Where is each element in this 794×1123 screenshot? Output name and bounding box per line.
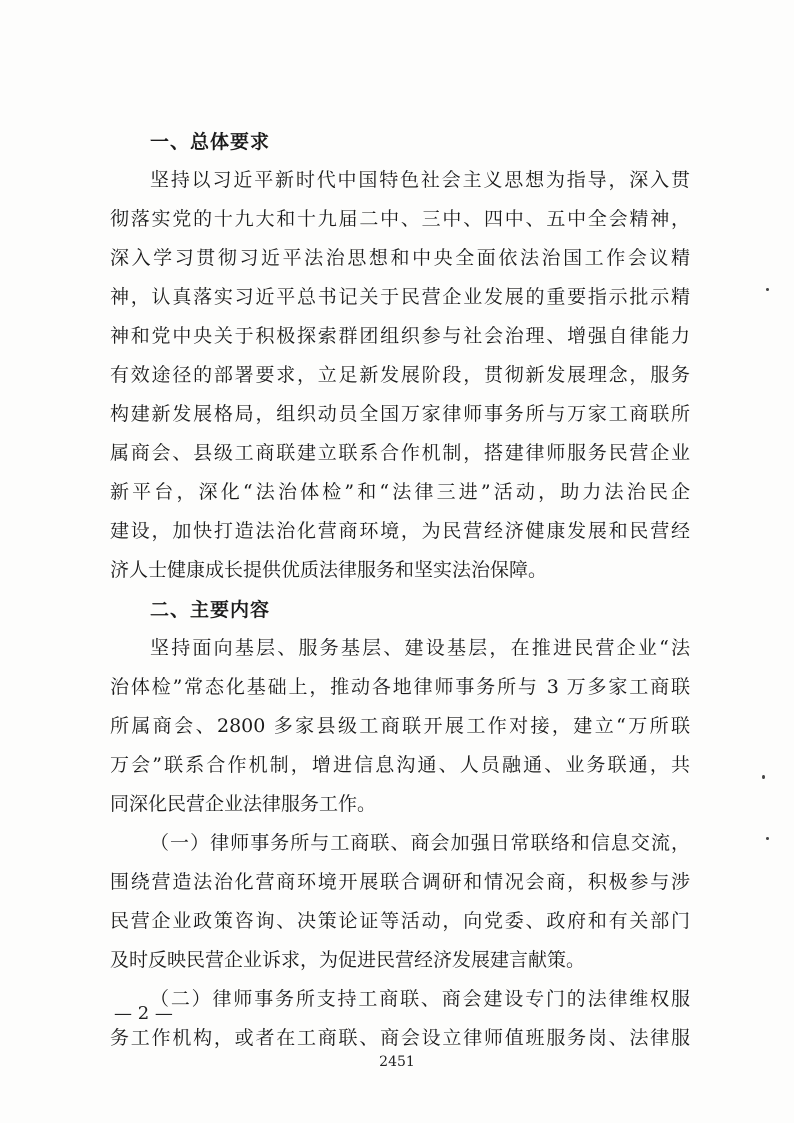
paragraph-line: 建设，加快打造法治化营商环境，为民营经济健康发展和民营经: [110, 520, 690, 542]
list-item-line: （一）律师事务所与工商联、商会加强日常联络和信息交流，: [150, 832, 690, 854]
scan-speck: [762, 775, 765, 779]
paragraph-line: 新平台，深化“法治体检”和“法律三进”活动，助力法治民企: [110, 481, 690, 503]
list-item-line: 及时反映民营企业诉求，为促进民营经济发展建言献策。: [110, 949, 586, 971]
paragraph-line: 治体检”常态化基础上，推动各地律师事务所与 3 万多家工商联: [110, 676, 690, 698]
list-item-line: 务工作机构，或者在工商联、商会设立律师值班服务岗、法律服: [110, 1027, 690, 1049]
paragraph-line: 万会”联系合作机制，增进信息沟通、人员融通、业务联通，共: [110, 754, 690, 776]
paragraph-line: 有效途径的部署要求，立足新发展阶段，贯彻新发展理念，服务: [110, 364, 690, 386]
paragraph-line: 神，认真落实习近平总书记关于民营企业发展的重要指示批示精: [110, 286, 690, 308]
list-item-line: 民营企业政策咨询、决策论证等活动，向党委、政府和有关部门: [110, 910, 690, 932]
section-heading-general-requirements: 一、总体要求: [150, 131, 271, 153]
paragraph-line: 坚持面向基层、服务基层、建设基层，在推进民营企业“法: [150, 637, 690, 659]
list-item-line: 围绕营造法治化营商环境开展联合调研和情况会商，积极参与涉: [110, 871, 690, 893]
paragraph-line: 济人士健康成长提供优质法律服务和坚实法治保障。: [110, 559, 548, 581]
paragraph-line: 坚持以习近平新时代中国特色社会主义思想为指导，深入贯: [150, 169, 690, 191]
paragraph-line: 所属商会、2800 多家县级工商联开展工作对接，建立“万所联: [110, 715, 690, 737]
list-item-line: （二）律师事务所支持工商联、商会建设专门的法律维权服: [150, 988, 690, 1010]
paragraph-line: 彻落实党的十九大和十九届二中、三中、四中、五中全会精神，: [110, 208, 690, 230]
paragraph-line: 属商会、县级工商联建立联系合作机制，搭建律师服务民营企业: [110, 442, 690, 464]
paragraph-line: 神和党中央关于积极探索群团组织参与社会治理、增强自律能力: [110, 325, 690, 347]
paragraph-line: 构建新发展格局，组织动员全国万家律师事务所与万家工商联所: [110, 403, 690, 425]
scan-speck: [766, 288, 769, 291]
page-number: — 2 —: [114, 1003, 173, 1024]
scan-speck: [766, 837, 769, 840]
print-number: 2451: [379, 1054, 415, 1070]
paragraph-line: 同深化民营企业法律服务工作。: [110, 793, 377, 815]
paragraph-line: 深入学习贯彻习近平法治思想和中央全面依法治国工作会议精: [110, 247, 690, 269]
section-heading-main-content: 二、主要内容: [150, 599, 271, 621]
